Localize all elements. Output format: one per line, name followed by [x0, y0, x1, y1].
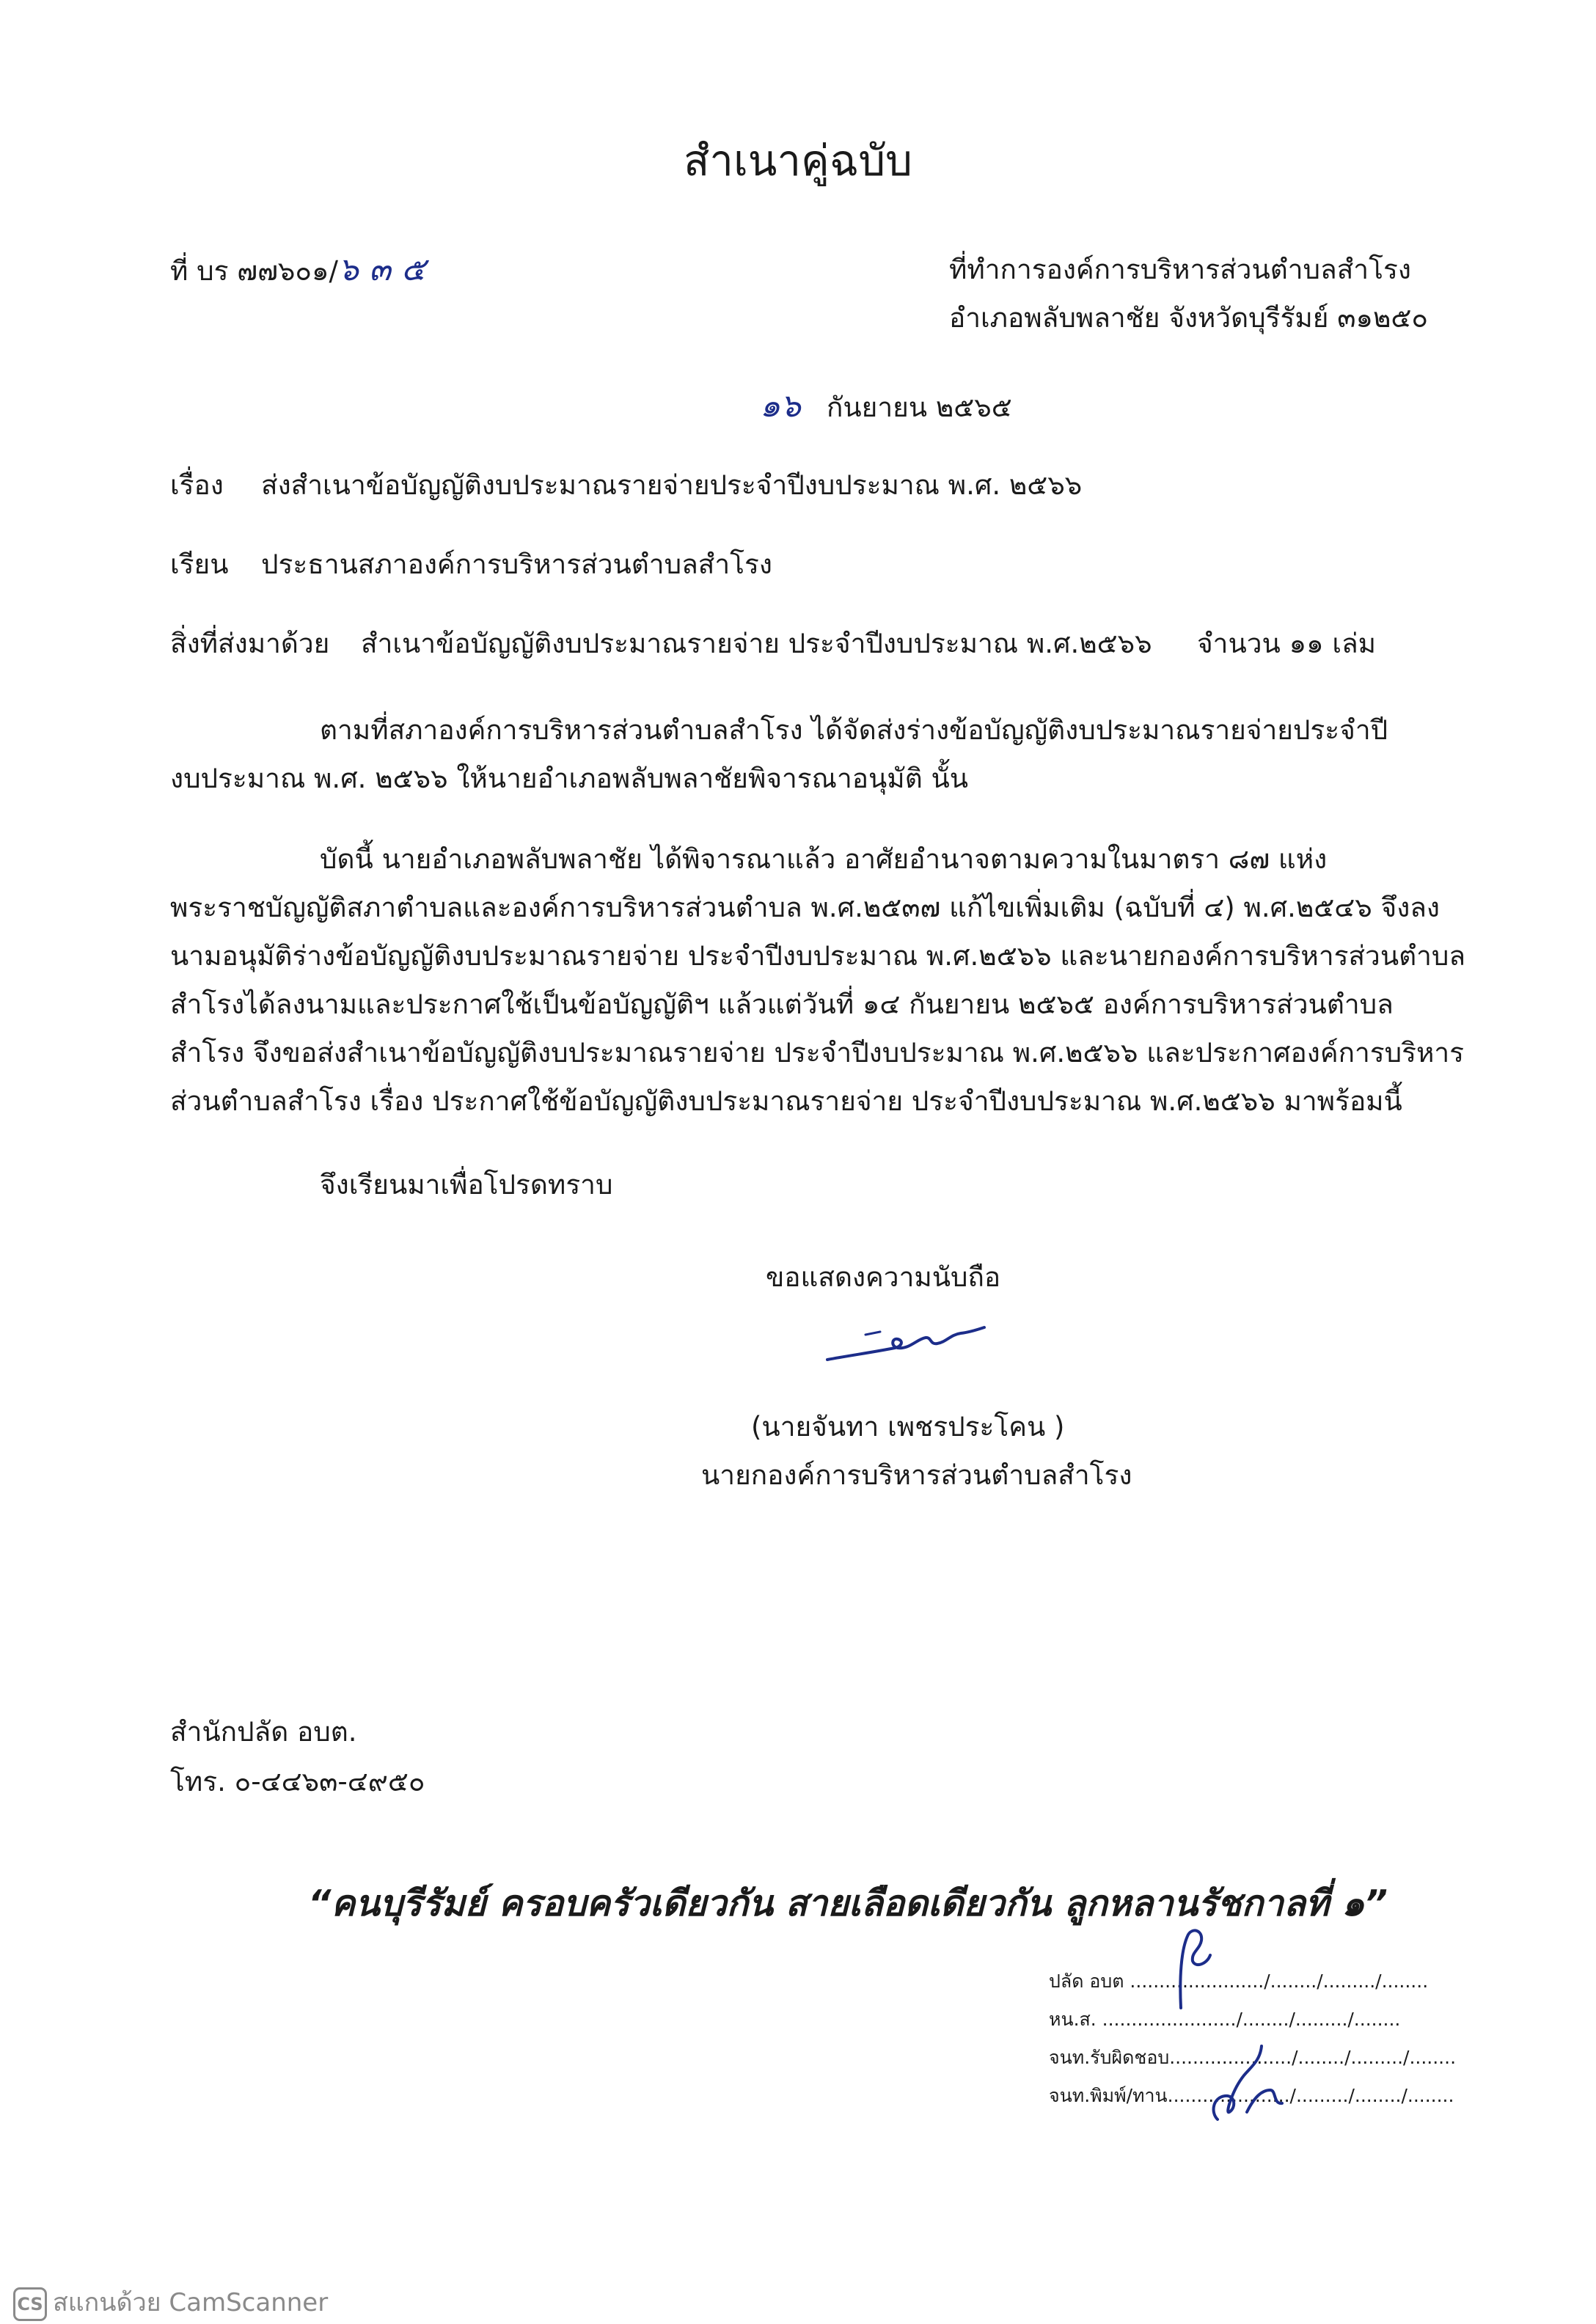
- paragraph2-line5: สำโรง จึงขอส่งสำเนาข้อบัญญัติงบประมาณรายจ่าย ประจำปีงบประมาณ พ.ศ.๒๕๖๖ และประกาศองค์การบริหาร: [170, 1037, 1465, 1068]
- paragraph2-line1: บัดนี้ นายอำเภอพลับพลาชัย ได้พิจารณาแล้ว อาศัยอำนาจตามความในมาตรา ๘๗ แห่ง: [320, 843, 1328, 875]
- slogan: “คนบุรีรัมย์ ครอบครัวเดียวกัน สายเลือดเดียวกัน ลูกหลานรัชกาลที่ ๑”: [308, 1883, 1388, 1924]
- sender-address-line2: อำเภอพลับพลาชัย จังหวัดบุรีรัมย์ ๓๑๒๕๐: [949, 302, 1428, 334]
- contact-phone: โทร. ๐-๔๔๖๓-๔๙๕๐: [170, 1766, 425, 1797]
- contact-office: สำนักปลัด อบต.: [170, 1716, 357, 1748]
- enclosure-quantity: จำนวน ๑๑ เล่ม: [1197, 628, 1377, 659]
- routing-row-typist: จนท.พิมพ์/ทาน...................../........./......../........: [1049, 2085, 1454, 2106]
- paragraph1-line1: ตามที่สภาองค์การบริหารส่วนตำบลสำโรง ได้จัดส่งร่างข้อบัญญัติงบประมาณรายจ่ายประจำปี: [320, 714, 1388, 746]
- signatory-position: นายกองค์การบริหารส่วนตำบลสำโรง: [701, 1459, 1132, 1491]
- scanner-watermark: [13, 2282, 328, 2322]
- date-month-year: กันยายน ๒๕๖๕: [826, 392, 1012, 423]
- handwritten-initials-bottom: [1203, 2039, 1306, 2134]
- reference-number: [170, 251, 425, 290]
- reference-handwritten-number: ๖ ๓ ๕: [337, 251, 426, 288]
- recipient-label: เรียน: [170, 549, 229, 580]
- handwritten-signature: [821, 1313, 990, 1371]
- sender-address-line1: ที่ทำการองค์การบริหารส่วนตำบลสำโรง: [949, 254, 1411, 285]
- routing-row-section-head: หน.ส. ......................./......../........./........: [1049, 2009, 1401, 2030]
- routing-row-responsible-officer: จนท.รับผิดชอบ...................../......../........./........: [1049, 2047, 1457, 2068]
- routing-row-deputy: ปลัด อบต ......................./......../........./........: [1049, 1971, 1429, 1992]
- reference-prefix: ที่ บร ๗๗๖๐๑/: [170, 255, 338, 287]
- paragraph2-line6: ส่วนตำบลสำโรง เรื่อง ประกาศใช้ข้อบัญญัติงบประมาณรายจ่าย ประจำปีงบประมาณ พ.ศ.๒๕๖๖ มาพร้อมนี้: [170, 1085, 1402, 1117]
- paragraph2-line2: พระราชบัญญัติสภาตำบลและองค์การบริหารส่วนตำบล พ.ศ.๒๕๓๗ แก้ไขเพิ่มเติม (ฉบับที่ ๔) พ.ศ.๒๕๔๖ จึงลง: [170, 892, 1440, 923]
- date-day-handwritten: ๑๖: [760, 387, 801, 425]
- signature-regards: ขอแสดงความนับถือ: [766, 1261, 1001, 1293]
- scanner-watermark-text: สแกนด้วย CamScanner: [53, 2288, 329, 2317]
- paragraph2-line3: นามอนุมัติร่างข้อบัญญัติงบประมาณรายจ่าย ประจำปีงบประมาณ พ.ศ.๒๕๖๖ และนายกองค์การบริหารส่วนตำบล: [170, 940, 1466, 972]
- document-title: สำเนาคู่ฉบับ: [684, 136, 912, 186]
- subject-text: ส่งสำเนาข้อบัญญัติงบประมาณรายจ่ายประจำปีงบประมาณ พ.ศ. ๒๕๖๖: [261, 469, 1083, 501]
- closing-text: จึงเรียนมาเพื่อโปรดทราบ: [320, 1169, 613, 1201]
- enclosure-label: สิ่งที่ส่งมาด้วย: [170, 628, 330, 659]
- document-date: [760, 380, 1012, 431]
- signatory-name: (นายจันทา เพชรประโคน ): [751, 1411, 1065, 1443]
- paragraph2-line4: สำโรงได้ลงนามและประกาศใช้เป็นข้อบัญญัติฯ แล้วแต่วันที่ ๑๔ กันยายน ๒๕๖๕ องค์การบริหารส่วนตำบล: [170, 989, 1394, 1020]
- enclosure-text: สำเนาข้อบัญญัติงบประมาณรายจ่าย ประจำปีงบประมาณ พ.ศ.๒๕๖๖: [361, 628, 1152, 659]
- recipient-text: ประธานสภาองค์การบริหารส่วนตำบลสำโรง: [261, 549, 772, 580]
- camscanner-logo-icon: CS: [13, 2287, 47, 2321]
- handwritten-initials-top: [1159, 1920, 1247, 2023]
- paragraph1-line2: งบประมาณ พ.ศ. ๒๕๖๖ ให้นายอำเภอพลับพลาชัยพิจารณาอนุมัติ นั้น: [170, 763, 969, 794]
- subject-label: เรื่อง: [170, 469, 224, 501]
